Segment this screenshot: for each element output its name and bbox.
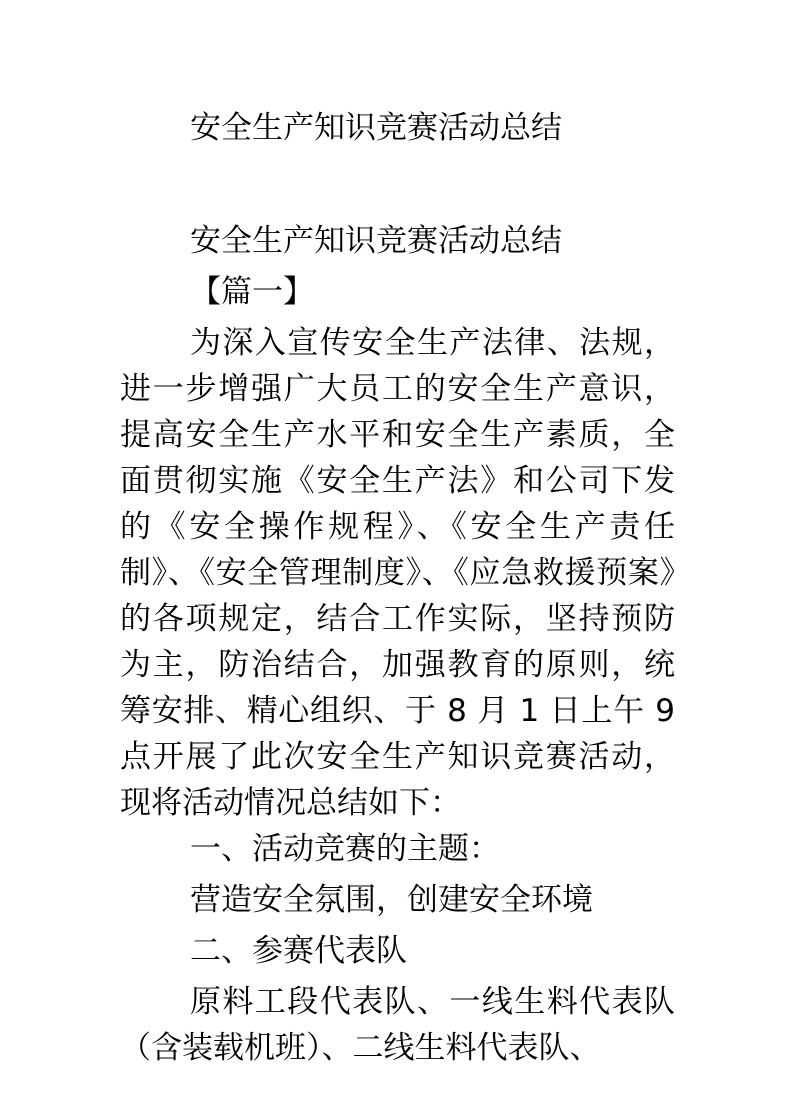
section-marker-paragraph: 【篇一】 [190, 274, 314, 310]
heading-theme-paragraph: 一、活动竞赛的主题： [190, 831, 500, 867]
intro-paragraph: 为深入宣传安全生产法律、法规，进一步增强广大员工的安全生产意识，提高安全生产水平和安全生产素质，全面贯彻实施《安全生产法》和公司下发的《安全操作规程》、《安全生产责任制》、《安全管理制度》、《应急救援预案》的各项规定，结合工作实际，坚持预防为主，防治结合，加强教育的原则，统筹安排、精心组织、于 8 月 1 日上午 9 点开展了此次安全生产知识竞赛活动，现将活动情况总结如下： [120, 325, 675, 821]
document-body [120, 218, 675, 1076]
subtitle-paragraph: 安全生产知识竞赛活动总结 [190, 223, 562, 259]
theme-paragraph: 营造安全氛围，创建安全环境 [190, 882, 593, 918]
document-title: 安全生产知识竞赛活动总结 [190, 110, 562, 146]
heading-teams-paragraph: 二、参赛代表队 [190, 933, 407, 969]
teams-paragraph: 原料工段代表队、一线生料代表队（含装载机班）、二线生料代表队、 [120, 984, 675, 1066]
